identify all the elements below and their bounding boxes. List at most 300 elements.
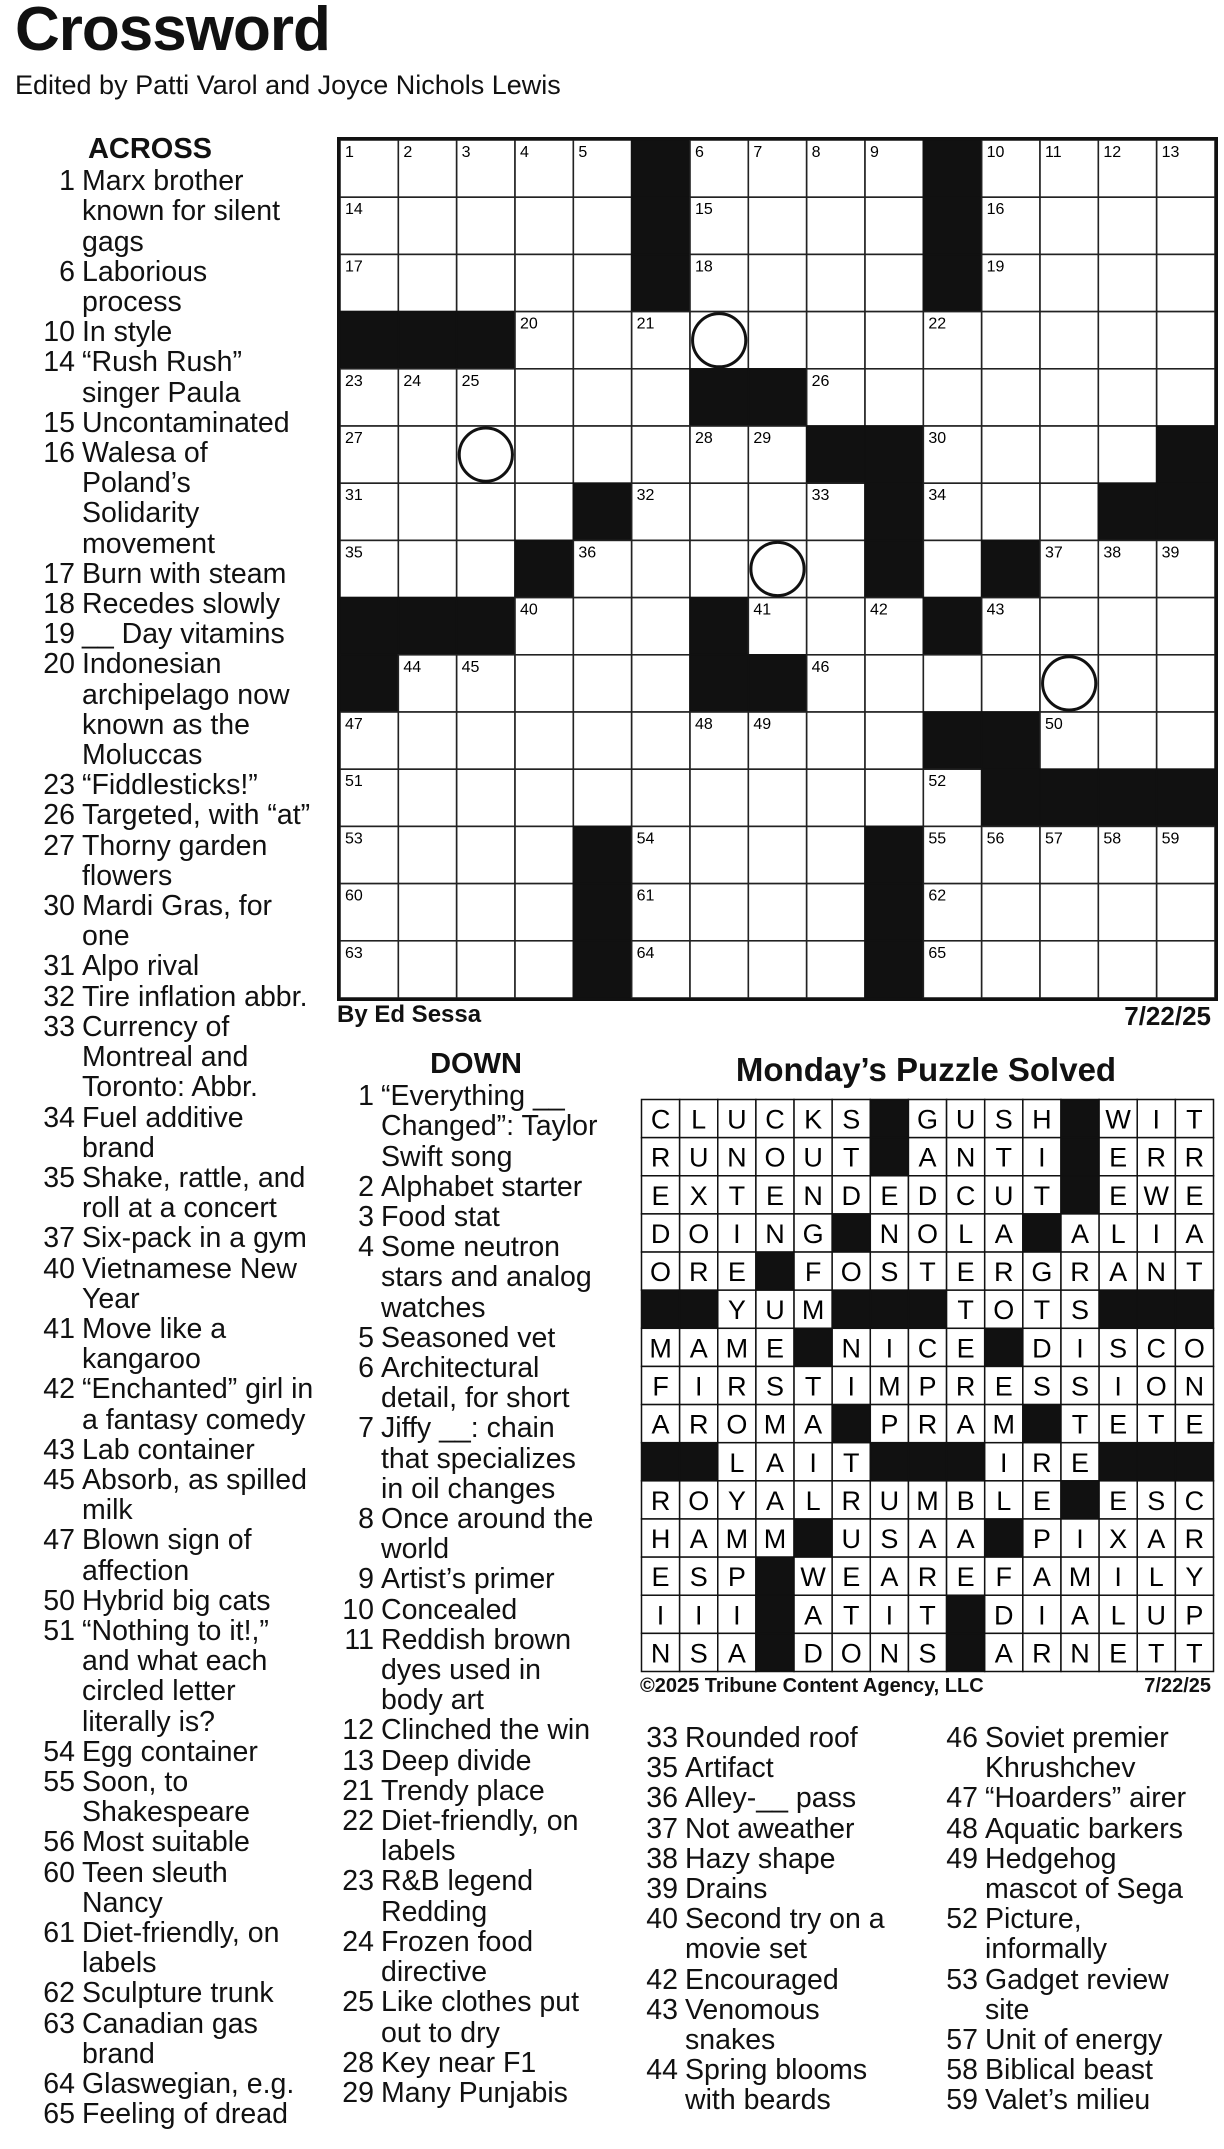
grid-cell[interactable] — [748, 312, 806, 369]
solved-letter: L — [1110, 1600, 1126, 1631]
solved-letter: T — [728, 1180, 746, 1211]
solved-letter: A — [689, 1524, 708, 1555]
clue-number: 32 — [43, 980, 75, 1013]
solved-block — [870, 1138, 908, 1176]
grid-cell[interactable] — [1157, 941, 1215, 998]
grid-cell[interactable] — [1040, 884, 1098, 941]
clue-text: Lab container — [82, 1433, 255, 1466]
block-cell — [340, 312, 398, 369]
grid-cell[interactable] — [1098, 598, 1156, 655]
grid-cell[interactable] — [748, 826, 806, 883]
grid-cell[interactable] — [398, 769, 456, 826]
solved-letter: I — [1152, 1218, 1161, 1249]
cell-number: 27 — [345, 430, 363, 447]
clue-text: Mardi Gras, for one — [82, 890, 273, 953]
grid-cell[interactable] — [457, 540, 515, 597]
solved-letter: E — [1032, 1485, 1051, 1516]
clue-down2-44 — [640, 2055, 940, 2115]
grid-cell[interactable] — [1098, 254, 1156, 311]
clue-across-64 — [15, 2069, 315, 2099]
grid-cell[interactable] — [1040, 312, 1098, 369]
solved-letter: A — [956, 1409, 975, 1440]
grid-cell[interactable] — [573, 254, 631, 311]
grid-cell[interactable] — [1098, 369, 1156, 426]
solved-letter: O — [1145, 1371, 1167, 1402]
solved-letter: E — [1071, 1447, 1090, 1478]
grid-cell[interactable] — [457, 426, 515, 483]
block-cell — [690, 598, 748, 655]
clue-number: 13 — [342, 1744, 374, 1777]
grid-cell[interactable] — [632, 655, 690, 712]
clue-text: Indonesian archipelago now known as the Moluccas — [82, 648, 290, 772]
block-cell — [923, 598, 981, 655]
solved-block — [832, 1405, 870, 1443]
solved-letter: M — [649, 1333, 672, 1364]
grid-cell[interactable] — [515, 426, 573, 483]
solved-letter: A — [956, 1524, 975, 1555]
cell-number: 49 — [753, 716, 772, 733]
grid-cell[interactable] — [515, 197, 573, 254]
clue-number: 6 — [358, 1352, 374, 1385]
grid-cell[interactable] — [398, 941, 456, 998]
solved-letter: T — [919, 1600, 936, 1631]
grid-cell[interactable] — [865, 655, 923, 712]
grid-cell[interactable] — [1098, 655, 1156, 712]
clue-text: Picture, informally — [985, 1903, 1107, 1966]
cell-number: 40 — [520, 601, 538, 619]
grid-cell[interactable] — [923, 369, 981, 426]
cell-number: 24 — [403, 372, 422, 390]
clue-across-37 — [15, 1223, 315, 1253]
solved-letter: R — [1070, 1257, 1090, 1288]
grid-cell[interactable] — [748, 483, 806, 540]
grid-cell[interactable] — [1040, 426, 1098, 483]
grid-cell[interactable] — [982, 655, 1040, 712]
grid-cell[interactable] — [690, 884, 748, 941]
solved-block — [832, 1214, 870, 1252]
clue-number: 4 — [358, 1231, 374, 1264]
grid-cell[interactable] — [923, 655, 981, 712]
grid-cell[interactable] — [807, 312, 865, 369]
solved-letter: A — [1071, 1600, 1090, 1631]
clue-text: Clinched the win — [381, 1714, 591, 1747]
clue-text: Hedgehog mascot of Sega — [985, 1842, 1184, 1906]
solved-letter: R — [955, 1371, 976, 1402]
grid-cell[interactable] — [748, 254, 806, 311]
clue-number: 23 — [43, 769, 75, 802]
solved-letter: N — [841, 1333, 861, 1364]
block-cell — [632, 140, 690, 197]
grid-cell[interactable] — [398, 826, 456, 883]
clue-down-8 — [337, 1504, 637, 1564]
solved-letter: L — [805, 1485, 821, 1516]
clue-number: 1 — [59, 165, 75, 198]
solved-block — [1137, 1290, 1175, 1328]
grid-cell[interactable] — [690, 483, 748, 540]
clue-across-40 — [15, 1254, 315, 1314]
byline: By Ed Sessa — [337, 1001, 482, 1028]
grid-cell[interactable] — [398, 197, 456, 254]
clue-across-30 — [15, 891, 315, 951]
grid-cell[interactable] — [807, 769, 865, 826]
solved-letter: I — [1076, 1524, 1084, 1555]
grid-cell[interactable] — [573, 312, 631, 369]
solved-letter: E — [765, 1180, 784, 1211]
clue-across-33 — [15, 1012, 315, 1103]
clue-text: Unit of energy — [985, 2024, 1163, 2057]
grid-cell[interactable] — [457, 826, 515, 883]
down-clues-continued — [640, 1723, 940, 2116]
cell-number: 9 — [870, 144, 879, 161]
grid-cell[interactable] — [573, 712, 631, 769]
grid-cell[interactable] — [865, 197, 923, 254]
grid-cell[interactable] — [1098, 197, 1156, 254]
solved-letter: D — [994, 1600, 1014, 1631]
solved-letter: E — [1109, 1142, 1128, 1173]
solved-block — [947, 1595, 985, 1633]
clue-down-2 — [337, 1172, 637, 1202]
grid-cell[interactable] — [398, 884, 456, 941]
grid-cell[interactable] — [515, 712, 573, 769]
solved-letter: E — [727, 1257, 746, 1288]
grid-cell[interactable] — [515, 655, 573, 712]
grid-cell[interactable] — [807, 826, 865, 883]
grid-cell[interactable] — [865, 369, 923, 426]
grid-cell[interactable] — [1098, 426, 1156, 483]
solved-block — [756, 1633, 794, 1671]
clue-number: 47 — [946, 1782, 978, 1815]
clue-number: 62 — [43, 1977, 75, 2010]
grid-cell[interactable] — [1098, 884, 1156, 941]
solved-letter: E — [880, 1180, 899, 1211]
cell-number: 33 — [811, 487, 830, 505]
grid-cell[interactable] — [632, 426, 690, 483]
solved-letter: I — [1000, 1447, 1008, 1478]
solved-letter: A — [1071, 1218, 1090, 1249]
grid-cell[interactable] — [690, 769, 748, 826]
clue-number: 22 — [342, 1805, 374, 1838]
grid-cell[interactable] — [1040, 197, 1098, 254]
clue-down2-43 — [640, 1995, 940, 2055]
block-cell — [515, 540, 573, 597]
clue-text: Diet-friendly, on labels — [82, 1916, 280, 1980]
solved-letter: U — [727, 1104, 747, 1135]
cell-number: 36 — [578, 544, 597, 562]
solved-letter: U — [803, 1142, 823, 1173]
grid-cell[interactable] — [457, 769, 515, 826]
grid-cell[interactable] — [982, 483, 1040, 540]
solved-letter: D — [1032, 1333, 1052, 1364]
grid-cell[interactable] — [398, 540, 456, 597]
grid-cell[interactable] — [457, 884, 515, 941]
solved-letter: A — [1185, 1218, 1204, 1249]
grid-cell[interactable] — [1040, 254, 1098, 311]
solved-letter: N — [650, 1638, 671, 1669]
grid-cell[interactable] — [807, 884, 865, 941]
grid-cell[interactable] — [1040, 655, 1098, 712]
grid-cell[interactable] — [865, 312, 923, 369]
solved-letter: N — [1184, 1371, 1205, 1402]
clue-text: Venomous snakes — [685, 1993, 820, 2057]
grid-cell[interactable] — [457, 483, 515, 540]
grid-cell[interactable] — [1157, 655, 1215, 712]
grid-cell[interactable] — [690, 826, 748, 883]
clue-text: Some neutron stars and analog watches — [381, 1231, 592, 1324]
grid-cell[interactable] — [632, 369, 690, 426]
grid-cell[interactable] — [457, 712, 515, 769]
block-cell — [398, 598, 456, 655]
grid-cell[interactable] — [1157, 884, 1215, 941]
solved-letter: L — [691, 1104, 707, 1135]
clue-text: Key near F1 — [381, 2046, 537, 2079]
clue-number: 6 — [59, 255, 75, 288]
grid-cell[interactable] — [807, 941, 865, 998]
grid-cell[interactable] — [1040, 941, 1098, 998]
solved-letter: C — [1184, 1485, 1205, 1516]
solved-block — [1023, 1214, 1061, 1252]
clue-across-6 — [15, 257, 315, 317]
grid-cell[interactable] — [1157, 197, 1215, 254]
solved-letter: U — [765, 1295, 785, 1326]
grid-cell[interactable] — [982, 312, 1040, 369]
clue-number: 50 — [43, 1584, 75, 1617]
cell-number: 39 — [1161, 544, 1180, 562]
grid-cell[interactable] — [807, 197, 865, 254]
clue-number: 44 — [646, 2054, 678, 2087]
grid-cell[interactable] — [515, 769, 573, 826]
clue-down3-58 — [940, 2055, 1220, 2085]
grid-cell[interactable] — [982, 884, 1040, 941]
grid-cell[interactable] — [865, 254, 923, 311]
solved-block — [1099, 1443, 1137, 1481]
clue-text: Trendy place — [381, 1774, 545, 1807]
grid-cell[interactable] — [982, 941, 1040, 998]
block-cell — [923, 197, 981, 254]
clue-down-9 — [337, 1564, 637, 1594]
grid-cell[interactable] — [515, 884, 573, 941]
grid-cell[interactable] — [398, 426, 456, 483]
clue-text: Reddish brown dyes used in body art — [381, 1623, 572, 1717]
clue-down-5 — [337, 1323, 637, 1353]
grid-cell[interactable] — [748, 769, 806, 826]
cell-number: 62 — [928, 887, 947, 905]
grid-cell[interactable] — [807, 254, 865, 311]
cell-number: 12 — [1103, 144, 1122, 161]
block-cell — [1040, 769, 1098, 826]
cell-number: 23 — [345, 372, 363, 390]
block-cell — [573, 884, 631, 941]
clue-across-32 — [15, 982, 315, 1012]
grid-cell[interactable] — [398, 712, 456, 769]
solved-letter: U — [841, 1524, 861, 1555]
down-clues-continued-2 — [940, 1723, 1220, 2116]
solved-block — [908, 1290, 946, 1328]
solved-letter: S — [842, 1104, 861, 1135]
solved-letter: M — [801, 1295, 825, 1326]
grid-cell[interactable] — [690, 941, 748, 998]
solved-letter: O — [688, 1218, 710, 1249]
grid-cell[interactable] — [807, 540, 865, 597]
grid-cell[interactable] — [1157, 254, 1215, 311]
clue-text: Soviet premier Khrushchev — [985, 1722, 1169, 1785]
clue-number: 45 — [43, 1463, 75, 1496]
solved-letter: I — [809, 1447, 817, 1478]
clue-number: 42 — [43, 1373, 75, 1406]
clue-number: 59 — [946, 2084, 978, 2117]
solved-letter: E — [1185, 1409, 1204, 1440]
grid-cell[interactable] — [982, 426, 1040, 483]
grid-cell[interactable] — [748, 540, 806, 597]
page-title: Crossword — [15, 0, 330, 64]
grid-cell[interactable] — [632, 769, 690, 826]
grid-cell[interactable] — [748, 884, 806, 941]
clue-down-1 — [337, 1081, 637, 1172]
clue-text: “Rush Rush” singer Paula — [82, 346, 242, 409]
clue-number: 61 — [43, 1916, 75, 1949]
clue-across-19 — [15, 619, 315, 649]
solved-letter: U — [688, 1142, 709, 1173]
grid-cell[interactable] — [573, 769, 631, 826]
block-cell — [340, 655, 398, 712]
clue-text: Frozen food directive — [381, 1925, 534, 1989]
solved-letter: M — [878, 1371, 901, 1402]
grid-cell[interactable] — [632, 598, 690, 655]
grid-cell[interactable] — [573, 598, 631, 655]
grid-cell[interactable] — [865, 769, 923, 826]
solved-block — [642, 1290, 680, 1328]
clue-text: Recedes slowly — [82, 588, 280, 621]
clue-number: 55 — [43, 1765, 75, 1798]
clue-text: Aquatic barkers — [985, 1812, 1184, 1845]
cell-number: 64 — [636, 944, 655, 962]
clue-text: Laborious process — [82, 255, 208, 319]
grid-cell[interactable] — [573, 655, 631, 712]
grid-cell[interactable] — [515, 483, 573, 540]
grid-cell[interactable] — [515, 941, 573, 998]
cell-number: 58 — [1103, 830, 1122, 848]
grid-cell[interactable] — [807, 712, 865, 769]
grid-cell[interactable] — [573, 426, 631, 483]
grid-cell[interactable] — [573, 369, 631, 426]
clue-down2-42 — [640, 1965, 940, 1995]
clue-number: 17 — [43, 557, 75, 590]
cell-number: 4 — [520, 144, 529, 161]
clue-number: 42 — [646, 1963, 678, 1996]
clue-text: Once around the world — [381, 1503, 594, 1566]
grid-cell[interactable] — [923, 540, 981, 597]
clue-text: Egg container — [82, 1735, 258, 1768]
across-heading: ACROSS — [87, 133, 213, 165]
solved-letter: M — [763, 1409, 787, 1440]
solved-letter: K — [804, 1104, 823, 1135]
cell-number: 63 — [345, 944, 363, 962]
grid-cell[interactable] — [515, 254, 573, 311]
grid-cell[interactable] — [632, 712, 690, 769]
clue-number: 54 — [43, 1735, 75, 1768]
grid-cell[interactable] — [457, 941, 515, 998]
cell-number: 10 — [986, 144, 1005, 161]
grid-cell[interactable] — [1098, 712, 1156, 769]
block-cell — [865, 826, 923, 883]
grid-cell[interactable] — [748, 941, 806, 998]
solved-letter: U — [955, 1104, 976, 1135]
grid-cell[interactable] — [748, 197, 806, 254]
solved-letter: A — [689, 1333, 708, 1364]
solved-letter: T — [1148, 1409, 1165, 1440]
solved-letter: O — [840, 1638, 862, 1669]
grid-cell[interactable] — [398, 254, 456, 311]
grid-cell[interactable] — [515, 826, 573, 883]
grid-cell[interactable] — [398, 483, 456, 540]
grid-cell[interactable] — [1040, 483, 1098, 540]
cell-number: 50 — [1045, 716, 1063, 733]
grid-cell[interactable] — [1157, 712, 1215, 769]
editors-credit: Edited by Patti Varol and Joyce Nichols Lewis — [15, 70, 561, 100]
cell-number: 59 — [1161, 830, 1180, 848]
solved-letter: T — [1186, 1104, 1203, 1135]
clue-down-21 — [337, 1776, 637, 1806]
grid-cell[interactable] — [807, 598, 865, 655]
block-cell — [982, 712, 1040, 769]
grid-cell[interactable] — [1040, 598, 1098, 655]
clue-text: Targeted, with “at” — [82, 799, 311, 832]
clue-number: 39 — [646, 1873, 678, 1906]
grid-cell[interactable] — [1098, 941, 1156, 998]
solved-block — [870, 1290, 908, 1328]
grid-cell[interactable] — [865, 712, 923, 769]
block-cell — [632, 254, 690, 311]
grid-cell[interactable] — [1040, 369, 1098, 426]
solved-letter: T — [919, 1257, 936, 1288]
grid-cell[interactable] — [632, 540, 690, 597]
solved-letter: R — [1032, 1447, 1052, 1478]
grid-cell[interactable] — [982, 369, 1040, 426]
solved-letter: N — [879, 1638, 900, 1669]
block-cell — [865, 483, 923, 540]
grid-cell[interactable] — [1157, 598, 1215, 655]
clue-text: Encouraged — [685, 1963, 839, 1996]
grid-cell[interactable] — [690, 540, 748, 597]
solved-letter: I — [847, 1371, 855, 1402]
grid-cell[interactable] — [457, 197, 515, 254]
grid-cell[interactable] — [515, 369, 573, 426]
clue-text: Architectural detail, for short — [381, 1352, 570, 1415]
grid-cell[interactable] — [573, 197, 631, 254]
grid-cell[interactable] — [457, 254, 515, 311]
clue-text: Artifact — [685, 1752, 774, 1785]
grid-cell[interactable] — [1098, 312, 1156, 369]
clue-number: 58 — [946, 2054, 978, 2087]
block-cell — [807, 426, 865, 483]
clue-number: 53 — [946, 1963, 978, 1996]
clue-down2-39 — [640, 1874, 940, 1904]
block-cell — [573, 826, 631, 883]
grid-cell[interactable] — [690, 312, 748, 369]
solved-letter: L — [1110, 1218, 1126, 1249]
clue-text: Alphabet starter — [381, 1170, 583, 1203]
solved-letter: E — [994, 1371, 1013, 1402]
block-cell — [1098, 483, 1156, 540]
grid-cell[interactable] — [1157, 312, 1215, 369]
clue-across-17 — [15, 559, 315, 589]
cell-number: 22 — [928, 315, 947, 333]
grid-cell[interactable] — [1157, 369, 1215, 426]
clue-number: 36 — [646, 1782, 678, 1815]
block-cell — [923, 712, 981, 769]
solved-grid-svg — [640, 1098, 1215, 1673]
solved-letter: E — [956, 1333, 975, 1364]
solved-letter: U — [879, 1485, 900, 1516]
